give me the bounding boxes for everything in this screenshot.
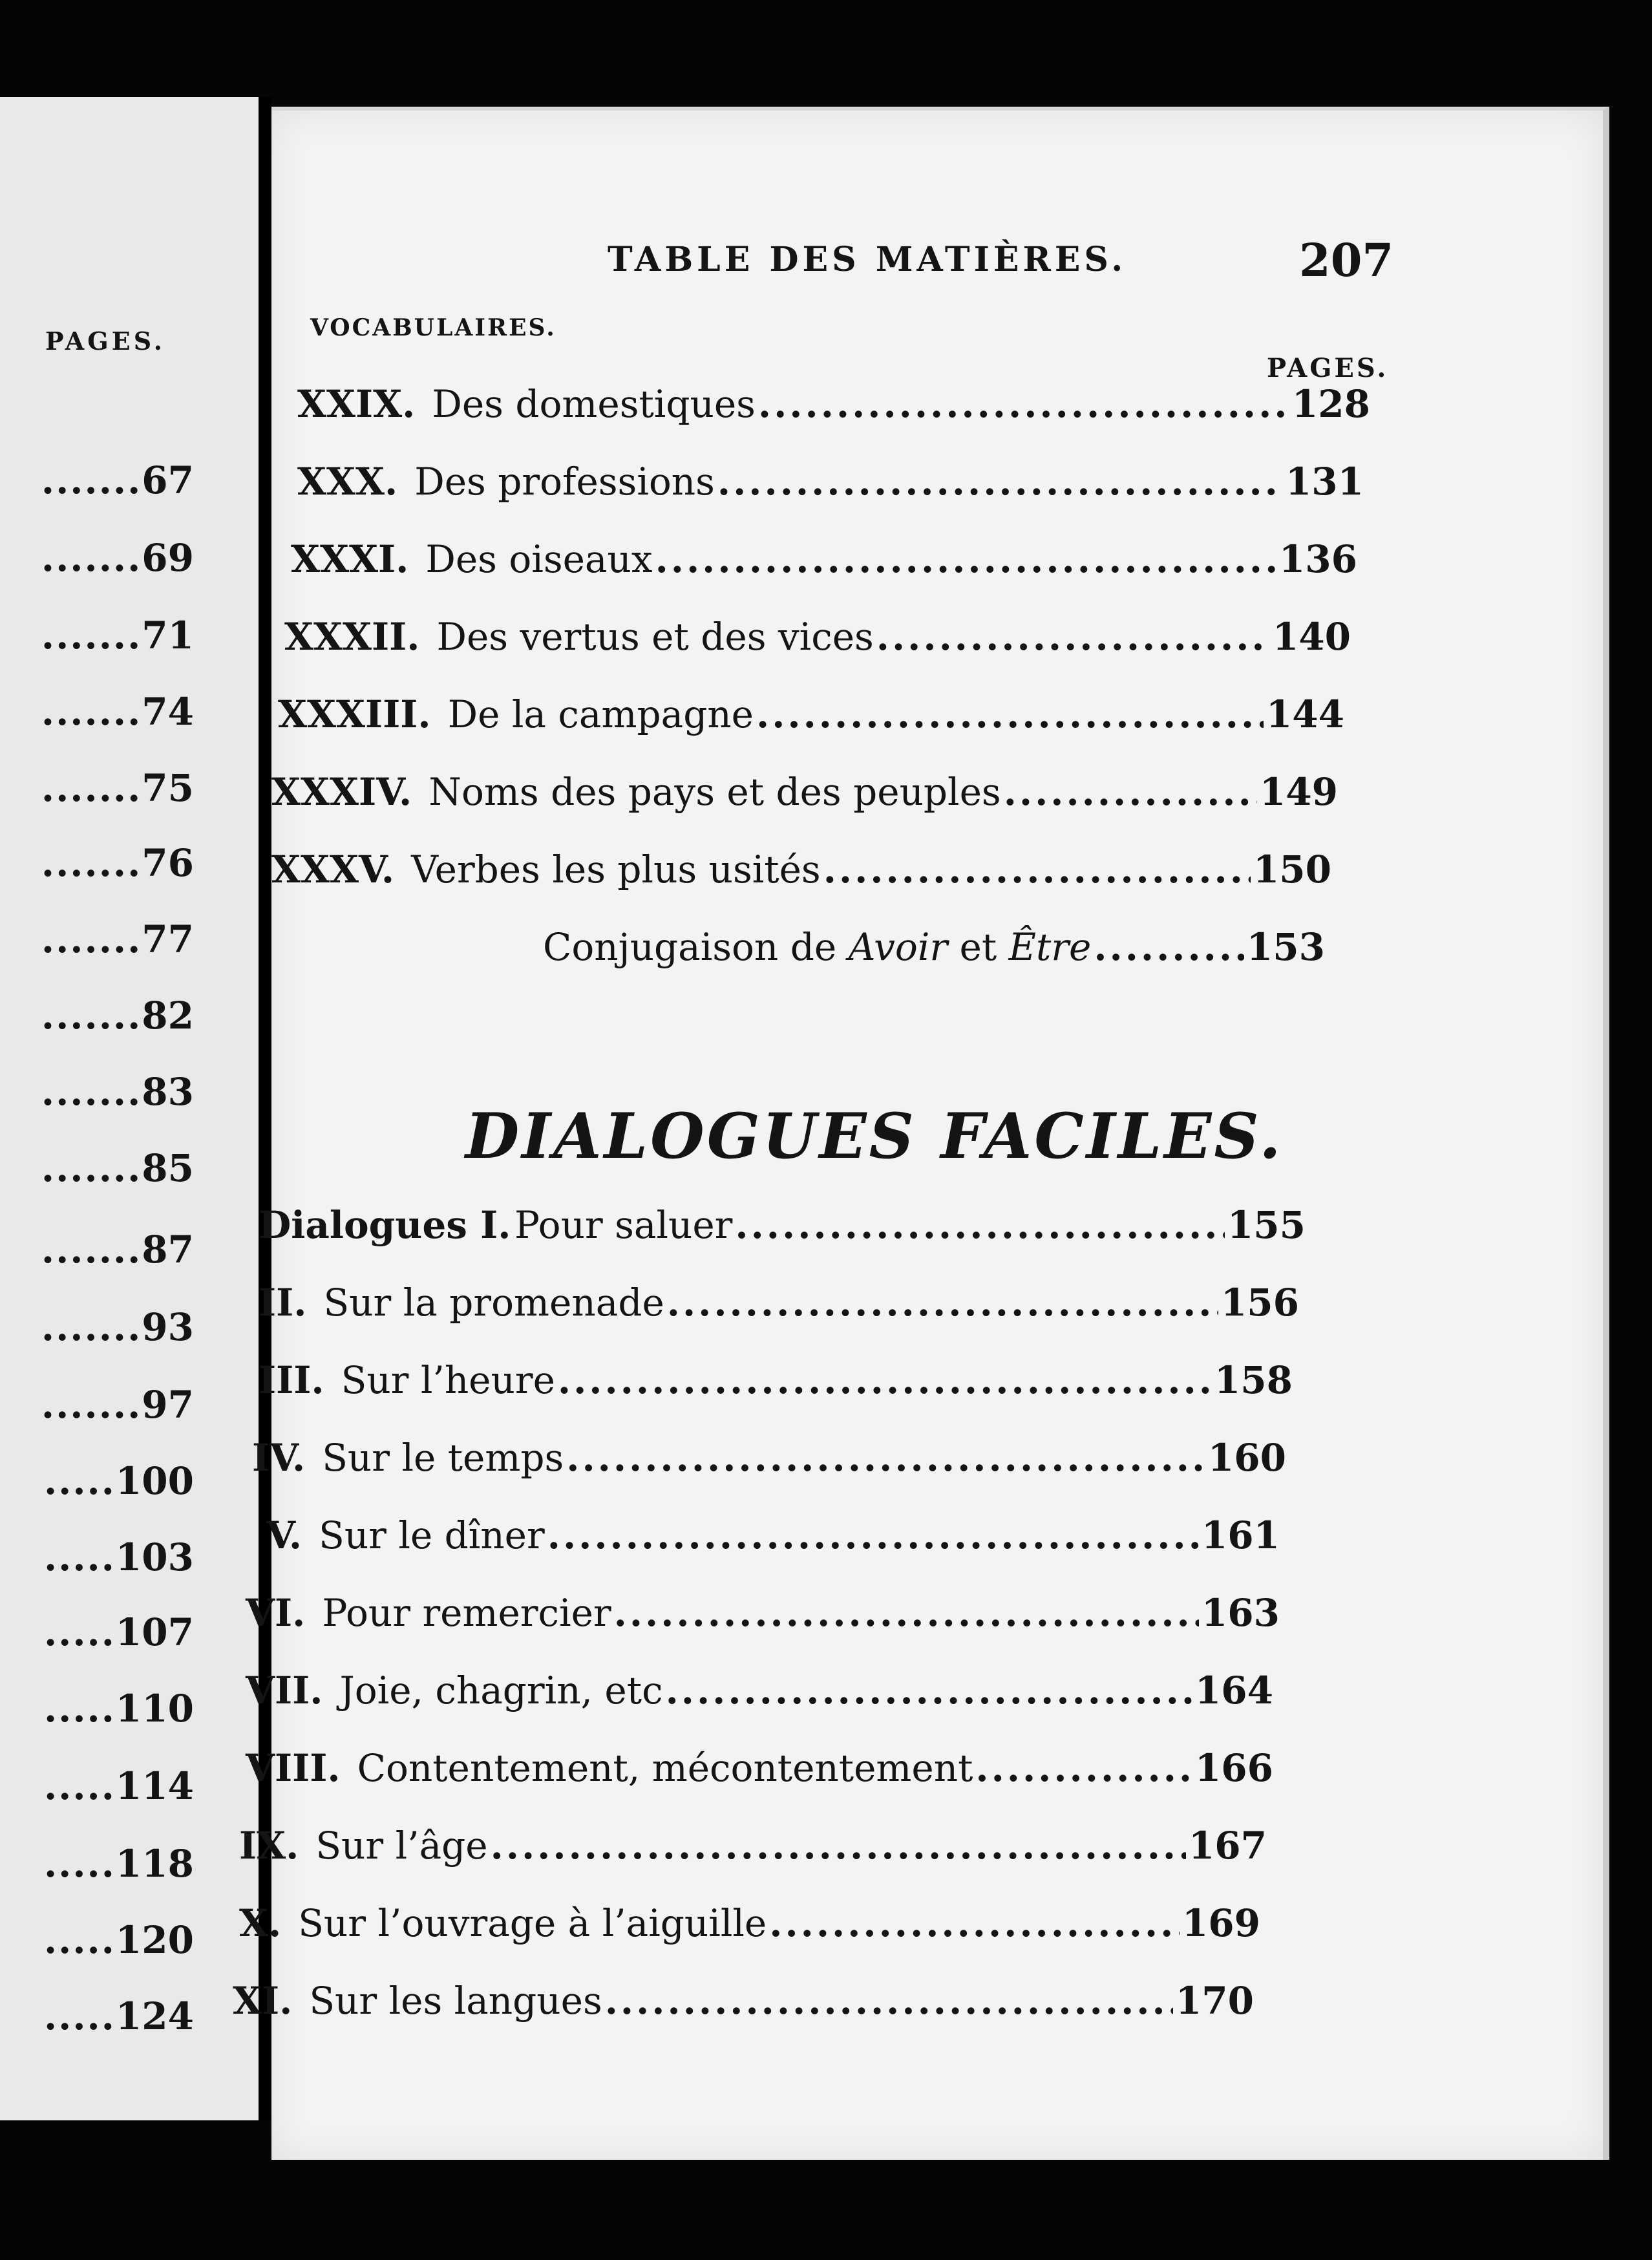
left-page-entry: .......71 <box>41 614 194 657</box>
entry-page: 155 <box>1227 1203 1306 1247</box>
entry-number: X. <box>239 1901 282 1945</box>
entry-title: Des vertus et des vices <box>436 615 874 659</box>
dot-leader <box>823 848 1251 891</box>
toc-entry-conjugaison <box>543 925 1325 977</box>
dot-leader <box>975 1746 1192 1790</box>
toc-entry <box>246 1668 1273 1720</box>
left-page-entry: .....107 <box>43 1611 194 1654</box>
entry-number: VII. <box>246 1668 323 1712</box>
left-page-entry: .....100 <box>43 1460 194 1502</box>
entry-page: 166 <box>1194 1746 1273 1790</box>
toc-entry <box>259 1203 1306 1255</box>
entry-number: XXXIV. <box>271 770 412 814</box>
entry-number: XI. <box>233 1979 293 2023</box>
entry-number: IV. <box>252 1436 306 1480</box>
toc-entry <box>246 1746 1273 1798</box>
left-page-entry: .......67 <box>41 459 194 502</box>
left-page-entry: .......77 <box>41 918 194 961</box>
toc-entry <box>246 1591 1280 1643</box>
entry-page: 169 <box>1181 1901 1260 1945</box>
entry-title: Noms des pays et des peuples <box>429 770 1001 814</box>
toc-entry <box>252 1513 1280 1565</box>
toc-entry <box>297 382 1370 434</box>
dot-leader <box>1094 925 1244 969</box>
entry-title: Des domestiques <box>432 382 756 426</box>
entry-title: Sur le temps <box>322 1436 564 1480</box>
entry-number: XXXII. <box>284 615 420 659</box>
dot-leader <box>558 1358 1212 1402</box>
dot-leader <box>666 1668 1192 1712</box>
left-page-entry: .......69 <box>41 537 194 579</box>
vocabulaires-label: VOCABULAIRES. <box>310 314 556 341</box>
left-page-entry: .......87 <box>41 1228 194 1271</box>
left-page-entry: .....103 <box>43 1536 194 1579</box>
entry-page: 149 <box>1259 770 1338 814</box>
left-page-entry: .......97 <box>41 1383 194 1426</box>
left-page-entry: .......75 <box>41 767 194 809</box>
left-page-entry: .......74 <box>41 690 194 733</box>
dot-leader <box>491 1824 1186 1868</box>
entry-page: 131 <box>1285 460 1364 504</box>
left-page <box>0 97 259 2120</box>
entry-page: 167 <box>1188 1824 1267 1868</box>
dot-leader <box>769 1901 1180 1945</box>
toc-entry <box>259 1358 1293 1410</box>
left-page-entry: .....118 <box>43 1842 194 1885</box>
entry-title: Contentement, mécontentement <box>357 1746 973 1790</box>
entry-title: Sur l’heure <box>341 1358 555 1402</box>
entry-page: 164 <box>1194 1668 1273 1712</box>
dot-leader <box>667 1281 1218 1325</box>
dot-leader <box>547 1513 1199 1557</box>
left-page-entry: .....110 <box>43 1687 194 1730</box>
dot-leader <box>655 537 1276 581</box>
toc-entry <box>239 1901 1260 1953</box>
left-pages-label: PAGES. <box>45 326 166 356</box>
entry-title: Sur les langues <box>309 1979 602 2023</box>
dot-leader <box>735 1203 1225 1247</box>
entry-title: Sur l’âge <box>315 1824 488 1868</box>
entry-title: Des professions <box>414 460 715 504</box>
dot-leader <box>876 615 1270 659</box>
entry-page: 144 <box>1265 692 1344 736</box>
entry-page: 140 <box>1272 615 1351 659</box>
toc-entry <box>233 1979 1254 2031</box>
dot-leader <box>605 1979 1173 2023</box>
entry-page: 136 <box>1278 537 1357 581</box>
entry-number: V. <box>266 1513 302 1557</box>
left-page-entry: .......83 <box>41 1071 194 1113</box>
dot-leader <box>614 1591 1199 1635</box>
entry-title: Sur la promenade <box>323 1281 664 1325</box>
entry-number: VI. <box>246 1591 306 1635</box>
dot-leader <box>758 382 1289 426</box>
toc-entry <box>284 615 1351 666</box>
toc-entry <box>252 1436 1286 1487</box>
entry-number: XXXIII. <box>278 692 431 736</box>
entry-number: II. <box>259 1281 307 1325</box>
book-page <box>233 107 1609 2160</box>
toc-entry <box>259 1281 1299 1332</box>
entry-number: XXXI. <box>291 537 409 581</box>
entry-title: Verbes les plus usités <box>411 848 821 891</box>
left-page-entry: .......85 <box>41 1147 194 1189</box>
left-page-entry: .....124 <box>43 1995 194 2038</box>
dot-leader <box>756 692 1264 736</box>
entry-page: 170 <box>1175 1979 1254 2023</box>
toc-entry <box>291 537 1357 589</box>
entry-page: 156 <box>1220 1281 1299 1325</box>
entry-page: 161 <box>1201 1513 1280 1557</box>
entry-number: III. <box>259 1358 324 1402</box>
entry-number: XXIX. <box>297 382 416 426</box>
left-page-entry: .......76 <box>41 842 194 884</box>
entry-page: 128 <box>1291 382 1370 426</box>
toc-entry <box>278 692 1344 744</box>
entry-page: 153 <box>1246 925 1325 969</box>
entry-number: VIII. <box>246 1746 341 1790</box>
left-page-entry: .....114 <box>43 1765 194 1807</box>
entry-number: XXX. <box>297 460 398 504</box>
toc-entry <box>271 770 1338 822</box>
entry-title: Sur le dîner <box>319 1513 545 1557</box>
entry-title: Joie, chagrin, etc <box>339 1668 663 1712</box>
entry-page: 150 <box>1253 848 1331 891</box>
entry-title: Pour remercier <box>322 1591 611 1635</box>
left-page-entry: .......93 <box>41 1306 194 1349</box>
left-page-entry: .......82 <box>41 994 194 1037</box>
entry-title: Des oiseaux <box>425 537 653 581</box>
pages-column-label: PAGES. <box>1267 353 1389 383</box>
entry-title: Sur l’ouvrage à l’aiguille <box>298 1901 767 1945</box>
left-page-entry: .....120 <box>43 1919 194 1961</box>
dot-leader <box>717 460 1283 504</box>
entry-title: De la campagne <box>447 692 754 736</box>
book-gutter <box>259 97 271 2120</box>
entry-number: Dialogues I. <box>259 1203 511 1247</box>
entry-number: IX. <box>239 1824 299 1868</box>
entry-page: 158 <box>1214 1358 1293 1402</box>
toc-entry <box>239 1824 1267 1875</box>
entry-number: XXXV. <box>271 848 395 891</box>
entry-title: Pour saluer <box>514 1203 733 1247</box>
page-number: 207 <box>1299 233 1394 287</box>
section-title: DIALOGUES FACILES. <box>465 1100 1284 1173</box>
toc-entry <box>271 848 1331 899</box>
entry-page: 160 <box>1207 1436 1286 1480</box>
toc-entry <box>297 460 1364 511</box>
page-title: TABLE DES MATIÈRES. <box>608 240 1127 279</box>
dot-leader <box>1004 770 1257 814</box>
dot-leader <box>566 1436 1205 1480</box>
entry-title: Conjugaison de Avoir et Être <box>543 925 1092 969</box>
entry-page: 163 <box>1201 1591 1280 1635</box>
